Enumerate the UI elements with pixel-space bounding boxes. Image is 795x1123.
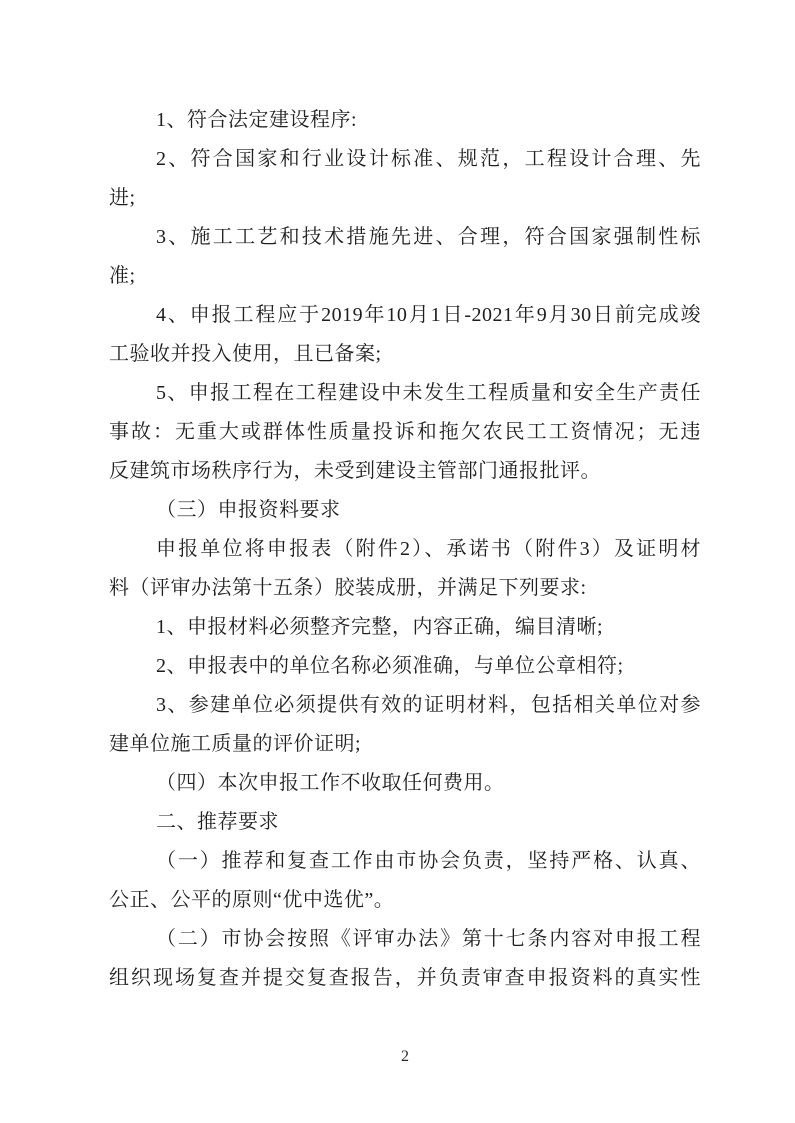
page-number: 2 bbox=[401, 1048, 409, 1065]
text-line: 公正、公平的原则“优中选优”。 bbox=[109, 889, 395, 911]
text-line: （二）市协会按照《评审办法》第十七条内容对申报工程 bbox=[156, 928, 701, 950]
text-line: （三）申报资料要求 bbox=[156, 499, 341, 521]
text-line: 3、施工工艺和技术措施先进、合理，符合国家强制性标 bbox=[156, 226, 701, 248]
text-line: （四）本次申报工作不收取任何费用。 bbox=[156, 772, 505, 794]
text-line: 准; bbox=[109, 265, 136, 287]
text-line: 组织现场复查并提交复查报告，并负责审查申报资料的真实性 bbox=[109, 967, 701, 989]
text-line: 2、符合国家和行业设计标准、规范，工程设计合理、先 bbox=[156, 148, 701, 170]
text-line: 5、申报工程在工程建设中未发生工程质量和安全生产责任 bbox=[156, 382, 701, 404]
text-line: 料（评审办法第十五条）胶装成册，并满足下列要求: bbox=[109, 577, 587, 599]
text-line: 建单位施工质量的评价证明; bbox=[109, 733, 362, 755]
text-line: 反建筑市场秩序行为，未受到建设主管部门通报批评。 bbox=[109, 460, 601, 482]
text-line: 进; bbox=[109, 187, 136, 209]
text-line: 1、申报材料必须整齐完整，内容正确，编目清晰; bbox=[156, 616, 604, 638]
text-line: 申报单位将申报表（附件2）、承诺书（附件3）及证明材 bbox=[156, 538, 701, 560]
text-line: 二、推荐要求 bbox=[156, 811, 279, 833]
text-line: 3、参建单位必须提供有效的证明材料，包括相关单位对参 bbox=[156, 694, 701, 716]
text-line: 1、符合法定建设程序: bbox=[156, 109, 358, 131]
text-line: 工验收并投入使用，且已备案; bbox=[109, 343, 382, 365]
text-line: 4、申报工程应于2019年10月1日-2021年9月30日前完成竣 bbox=[156, 304, 701, 326]
text-line: 事故：无重大或群体性质量投诉和拖欠农民工工资情况；无违 bbox=[109, 421, 701, 443]
text-line: 2、申报表中的单位名称必须准确，与单位公章相符; bbox=[156, 655, 624, 677]
text-line: （一）推荐和复查工作由市协会负责，坚持严格、认真、 bbox=[156, 850, 701, 872]
document-body bbox=[109, 101, 701, 998]
